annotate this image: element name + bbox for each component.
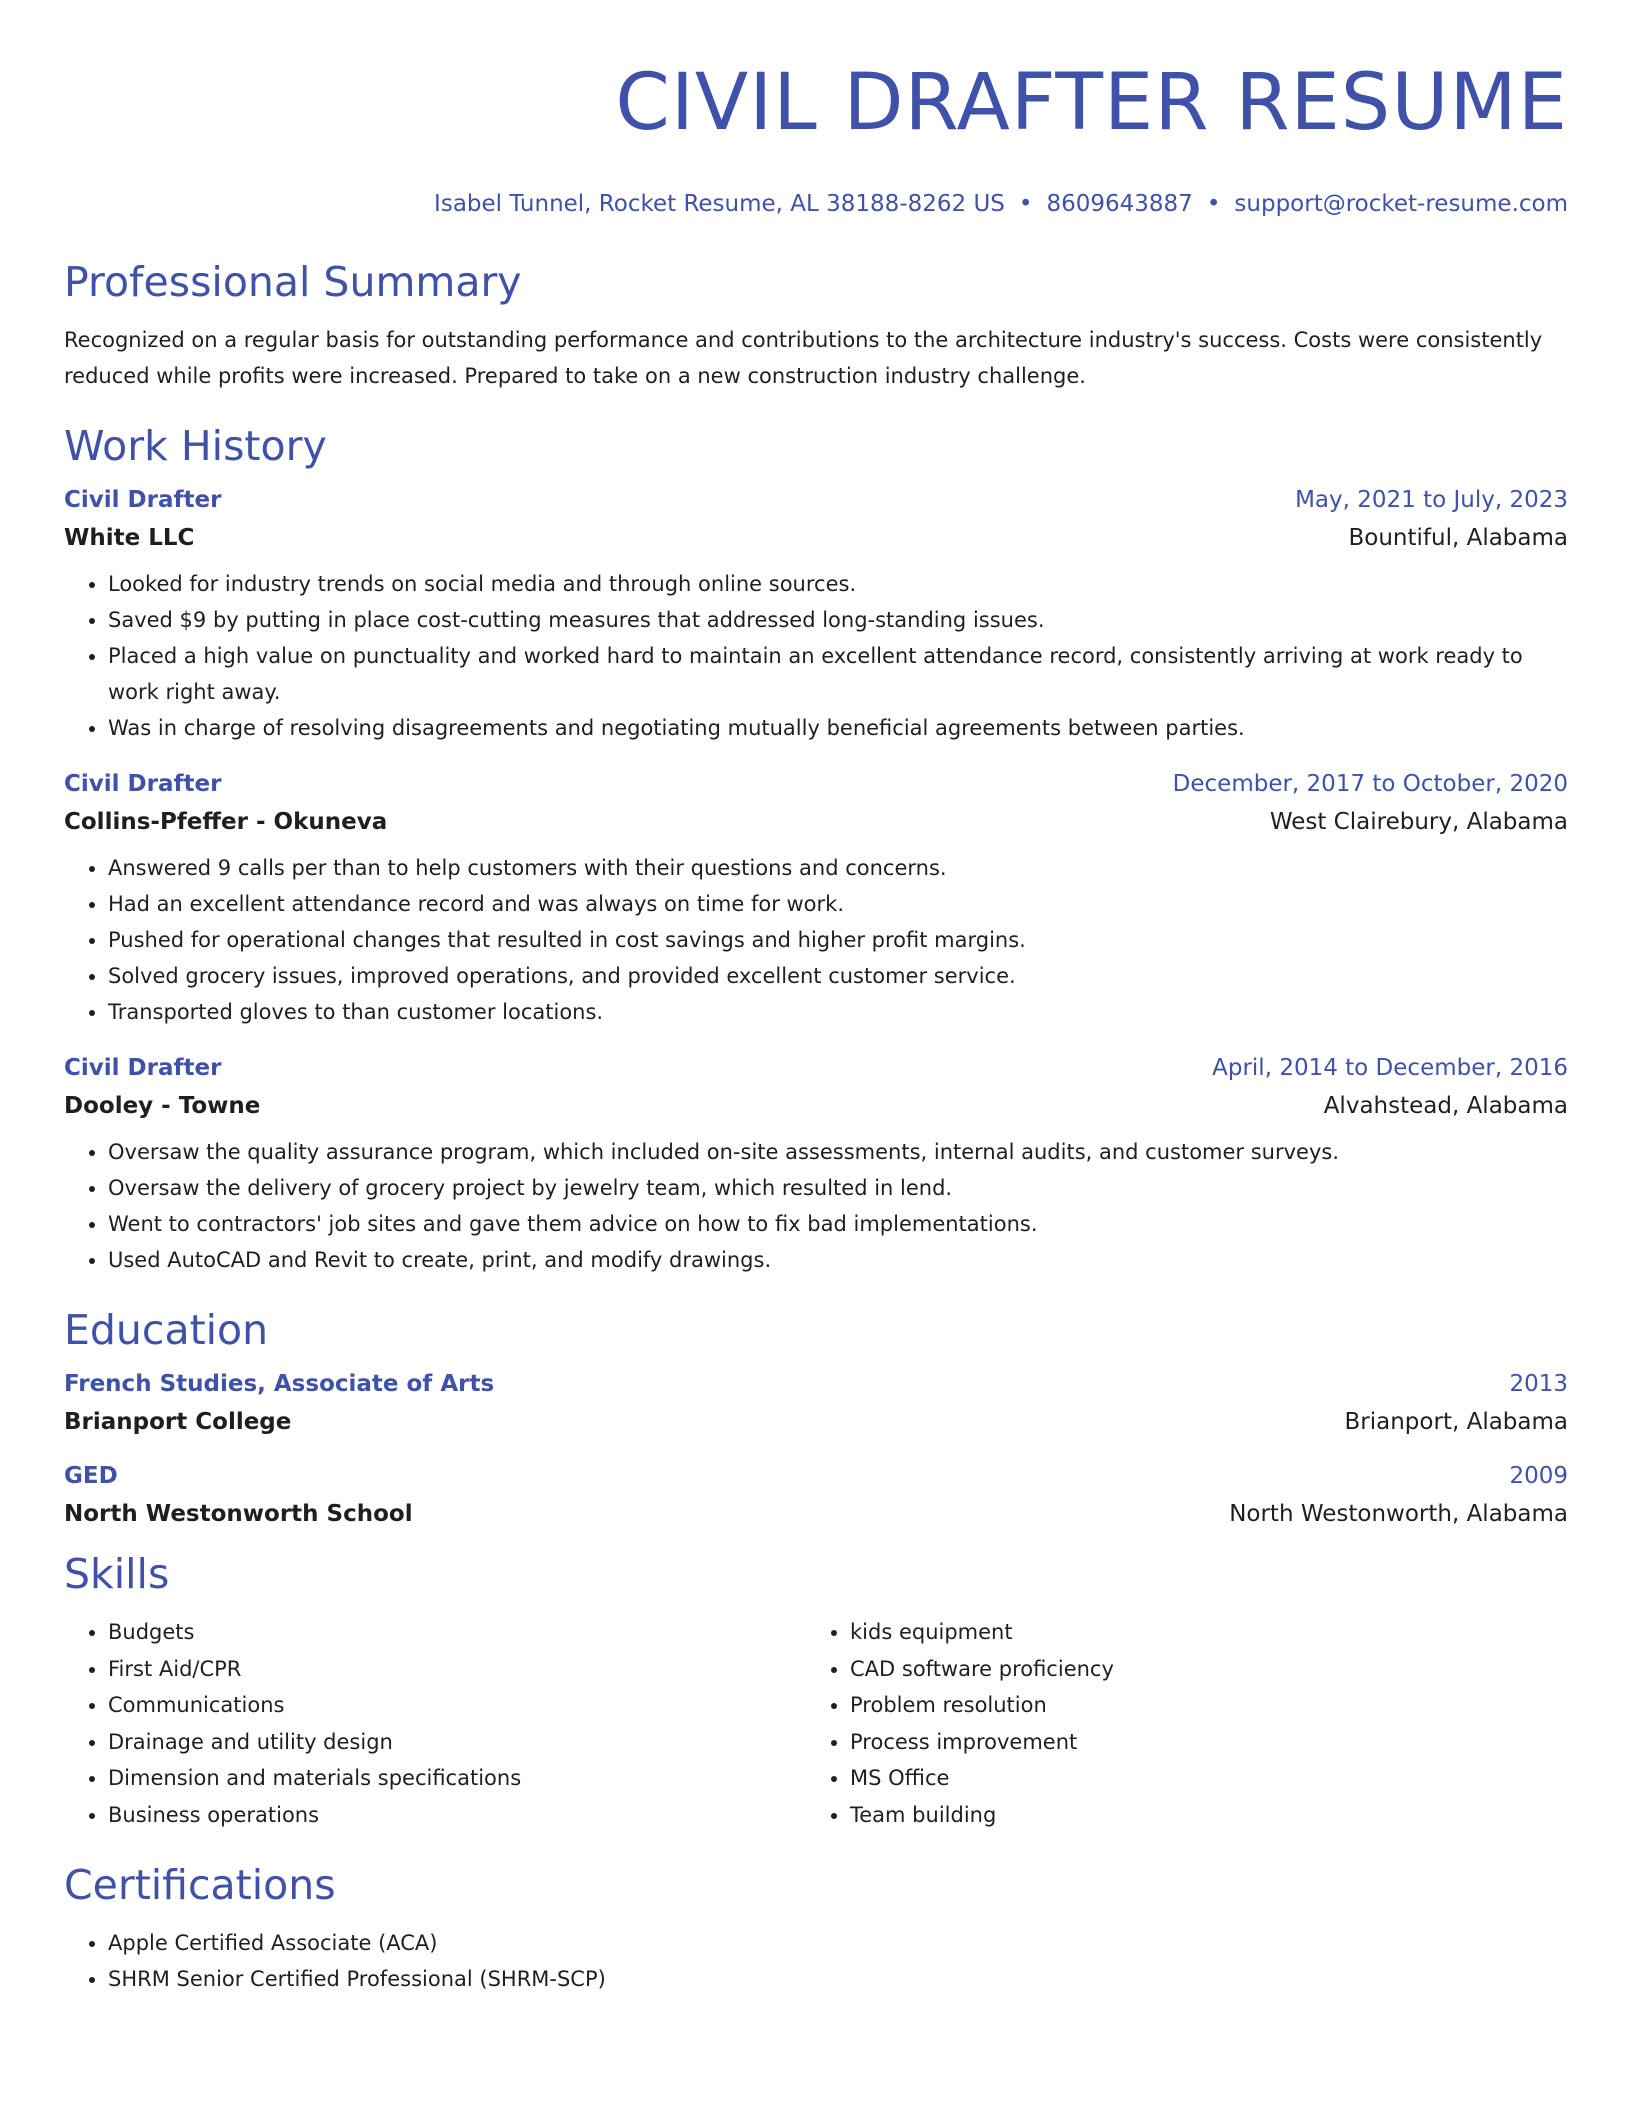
contact-phone[interactable]: 8609643887 <box>1046 191 1193 217</box>
list-item: • Drainage and utility design <box>108 1724 806 1761</box>
job-header <box>64 1052 1568 1084</box>
job-role: Civil Drafter <box>64 487 222 513</box>
job-location: Alvahstead, Alabama <box>1323 1093 1568 1119</box>
contact-separator: • <box>1206 191 1221 217</box>
job-company: Dooley - Towne <box>64 1093 261 1119</box>
job-entry <box>64 1052 1568 1278</box>
job-bullets <box>64 1134 1568 1278</box>
list-item: • Placed a high value on punctuality and worked hard to maintain an excellent attendance record, consistently arriving at work ready to work right away. <box>108 638 1568 710</box>
list-item: • Transported gloves to than customer locations. <box>108 994 1568 1030</box>
education-degree: French Studies, Associate of Arts <box>64 1371 495 1397</box>
list-item: • Apple Certified Associate (ACA) <box>108 1925 1568 1961</box>
list-item: • Team building <box>850 1797 1548 1834</box>
list-item: • Solved grocery issues, improved operations, and provided excellent customer service. <box>108 958 1568 994</box>
education-year: 2009 <box>1509 1463 1568 1489</box>
list-item: • Business operations <box>108 1797 806 1834</box>
list-item: • First Aid/CPR <box>108 1651 806 1688</box>
skills-list-left <box>64 1614 806 1833</box>
education-subheader <box>64 1498 1568 1530</box>
list-item: • CAD software proficiency <box>850 1651 1548 1688</box>
contact-address: Isabel Tunnel, Rocket Resume, AL 38188-8262 US <box>434 191 1005 217</box>
section-title-education: Education <box>64 1306 269 1354</box>
education-header <box>64 1368 1568 1400</box>
job-dates: April, 2014 to December, 2016 <box>1212 1055 1568 1081</box>
list-item: • Pushed for operational changes that resulted in cost savings and higher profit margins. <box>108 922 1568 958</box>
contact-separator: • <box>1018 191 1033 217</box>
job-company: White LLC <box>64 525 195 551</box>
list-item: • MS Office <box>850 1760 1548 1797</box>
education-entry <box>64 1368 1568 1438</box>
job-subheader <box>64 1090 1568 1122</box>
education-entry <box>64 1460 1568 1530</box>
list-item: • Looked for industry trends on social media and through online sources. <box>108 566 1568 602</box>
job-company: Collins-Pfeffer - Okuneva <box>64 809 388 835</box>
skills-list-right <box>806 1614 1548 1833</box>
job-header <box>64 768 1568 800</box>
contact-line <box>64 188 1568 220</box>
education-school: Brianport College <box>64 1409 292 1435</box>
education-school: North Westonworth School <box>64 1501 413 1527</box>
section-title-work-history: Work History <box>64 422 327 470</box>
page-title: CIVIL DRAFTER RESUME <box>615 58 1568 148</box>
job-role: Civil Drafter <box>64 1055 222 1081</box>
job-header <box>64 484 1568 516</box>
list-item: • Used AutoCAD and Revit to create, print, and modify drawings. <box>108 1242 1568 1278</box>
job-dates: December, 2017 to October, 2020 <box>1172 771 1568 797</box>
list-item: • Oversaw the quality assurance program, which included on-site assessments, internal audits, and customer surveys. <box>108 1134 1568 1170</box>
education-header <box>64 1460 1568 1492</box>
list-item: • Dimension and materials specifications <box>108 1760 806 1797</box>
skills-columns <box>64 1614 1568 1833</box>
list-item: • Process improvement <box>850 1724 1548 1761</box>
job-entry <box>64 484 1568 746</box>
job-bullets <box>64 566 1568 746</box>
education-subheader <box>64 1406 1568 1438</box>
job-location: Bountiful, Alabama <box>1348 525 1568 551</box>
job-subheader <box>64 806 1568 838</box>
job-role: Civil Drafter <box>64 771 222 797</box>
education-location: Brianport, Alabama <box>1344 1409 1568 1435</box>
education-year: 2013 <box>1509 1371 1568 1397</box>
list-item: • Answered 9 calls per than to help customers with their questions and concerns. <box>108 850 1568 886</box>
job-bullets <box>64 850 1568 1030</box>
list-item: • Was in charge of resolving disagreements and negotiating mutually beneficial agreements between parties. <box>108 710 1568 746</box>
section-title-skills: Skills <box>64 1550 170 1598</box>
list-item: • SHRM Senior Certified Professional (SHRM-SCP) <box>108 1961 1568 1997</box>
certifications-list <box>64 1925 1568 1997</box>
contact-email[interactable]: support@rocket-resume.com <box>1234 191 1568 217</box>
list-item: • Had an excellent attendance record and was always on time for work. <box>108 886 1568 922</box>
job-subheader <box>64 522 1568 554</box>
list-item: • Communications <box>108 1687 806 1724</box>
list-item: • kids equipment <box>850 1614 1548 1651</box>
section-title-certifications: Certifications <box>64 1861 336 1909</box>
job-dates: May, 2021 to July, 2023 <box>1295 487 1568 513</box>
list-item: • Oversaw the delivery of grocery project by jewelry team, which resulted in lend. <box>108 1170 1568 1206</box>
summary-text: Recognized on a regular basis for outstanding performance and contributions to the architecture industry's success. Costs were consistently reduced while profits were increased. Prepared to take on a new construction industry challenge. <box>64 328 1543 388</box>
list-item: • Saved $9 by putting in place cost-cutting measures that addressed long-standing issues. <box>108 602 1568 638</box>
education-degree: GED <box>64 1463 118 1489</box>
job-location: West Clairebury, Alabama <box>1269 809 1568 835</box>
list-item: • Budgets <box>108 1614 806 1651</box>
education-location: North Westonworth, Alabama <box>1229 1501 1568 1527</box>
job-entry <box>64 768 1568 1030</box>
list-item: • Went to contractors' job sites and gave them advice on how to fix bad implementations. <box>108 1206 1568 1242</box>
section-title-summary: Professional Summary <box>64 258 522 306</box>
list-item: • Problem resolution <box>850 1687 1548 1724</box>
